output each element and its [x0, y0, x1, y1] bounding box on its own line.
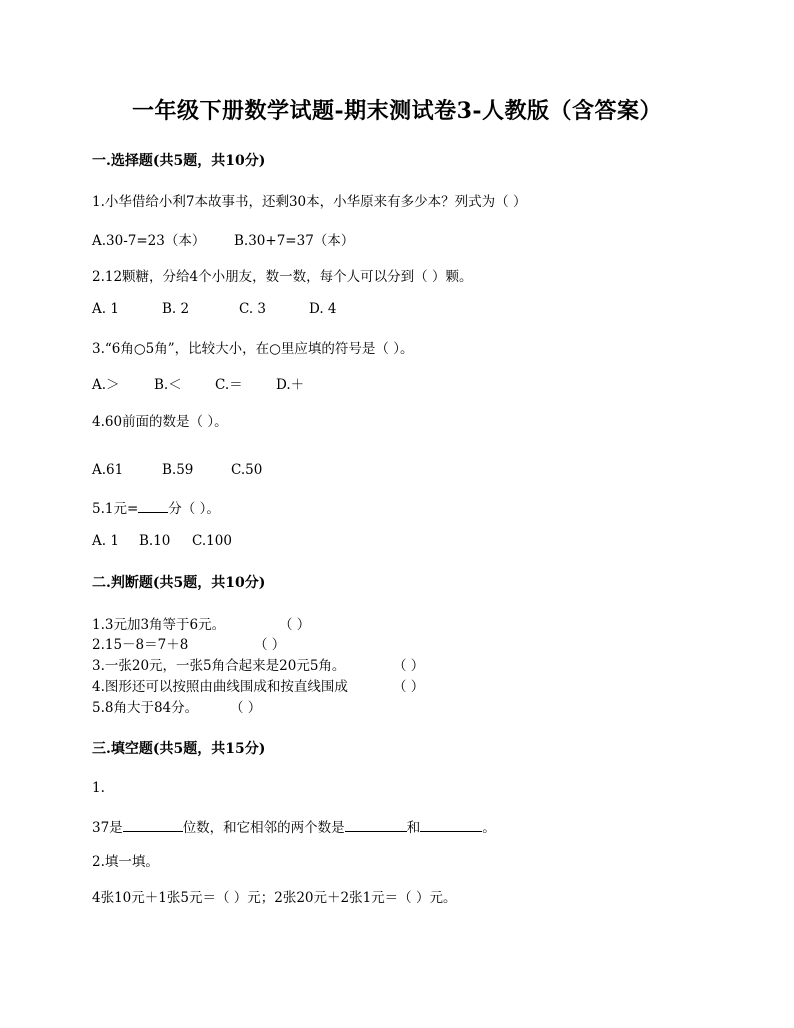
question-4: 4.60前面的数是（ ）。: [92, 414, 228, 430]
judgement-answer-paren-5: （ ）: [230, 700, 262, 716]
question-5-options: [92, 533, 232, 549]
section-heading-choice: 一.选择题(共5题，共10分): [92, 153, 266, 169]
question-5: [92, 497, 220, 517]
option-d: D. 4: [309, 301, 337, 317]
answer-blank: [123, 817, 183, 832]
judgement-item-5: 5.8角大于84分。: [92, 700, 199, 716]
option-a: A. 1: [92, 533, 119, 549]
section-heading-judgement: 二.判断题(共5题，共10分): [92, 575, 266, 591]
fill-question-1-part1: 37是: [92, 820, 123, 836]
option-c: C.50: [231, 462, 263, 478]
option-b: B.30+7=37（本）: [234, 233, 355, 249]
question-2: 2.12颗糖，分给4个小朋友，数一数，每个人可以分到（ ）颗。: [92, 269, 473, 285]
question-1: 1.小华借给小利7本故事书，还剩30本，小华原来有多少本？列式为（ ）: [92, 194, 527, 210]
judgement-answer-paren-3: （ ）: [393, 658, 425, 674]
option-c: C.＝: [215, 377, 243, 393]
option-b: B.10: [139, 533, 171, 549]
judgement-item-2: 2.15－8＝7＋8: [92, 637, 189, 653]
answer-blank: [345, 817, 407, 832]
judgement-answer-paren-2: （ ）: [254, 637, 286, 653]
judgement-item-3: 3.一张20元，一张5角合起来是20元5角。: [92, 658, 346, 674]
question-2-options: [92, 301, 337, 317]
fill-question-1-part3: 和: [406, 820, 421, 836]
fill-question-2: 4张10元＋1张5元＝（ ）元；2张20元＋2张1元＝（ ）元。: [92, 890, 457, 906]
question-4-options: [92, 462, 262, 478]
judgement-answer-paren-1: （ ）: [279, 617, 311, 633]
option-b: B.59: [162, 462, 194, 478]
fill-question-1-part4: 。: [482, 820, 496, 836]
option-b: B. 2: [162, 301, 190, 317]
fill-question-1: [92, 816, 496, 836]
document-title: 一年级下册数学试题-期末测试卷3-人教版（含答案）: [131, 98, 663, 124]
question-1-options: [92, 229, 354, 249]
option-a: A.＞: [92, 377, 120, 393]
option-c: C.100: [192, 533, 232, 549]
option-b: B.＜: [154, 377, 182, 393]
fill-question-1-part2: 位数，和它相邻的两个数是: [182, 820, 345, 836]
question-5-text-before: 5.1元=: [92, 501, 139, 517]
question-5-text-after: 分（ ）。: [168, 501, 220, 517]
option-a: A.30-7=23（本）: [92, 233, 206, 249]
option-a: A. 1: [92, 301, 119, 317]
judgement-answer-paren-4: （ ）: [393, 679, 425, 695]
question-3: 3.“6角○5角”，比较大小，在○里应填的符号是（ ）。: [92, 341, 414, 357]
answer-blank: [420, 817, 482, 832]
question-3-options: [92, 373, 304, 393]
option-a: A.61: [92, 462, 124, 478]
judgement-item-1: 1.3元加3角等于6元。: [92, 617, 226, 633]
answer-blank: [138, 498, 168, 513]
section-heading-fill-blank: 三.填空题(共5题，共15分): [92, 741, 266, 757]
fill-question-2-heading: 2.填一填。: [92, 854, 159, 870]
option-c: C. 3: [239, 301, 267, 317]
judgement-item-4: 4.图形还可以按照由曲线围成和按直线围成: [92, 679, 348, 695]
fill-question-1-number: 1.: [92, 780, 105, 796]
option-d: D.＋: [276, 377, 305, 393]
